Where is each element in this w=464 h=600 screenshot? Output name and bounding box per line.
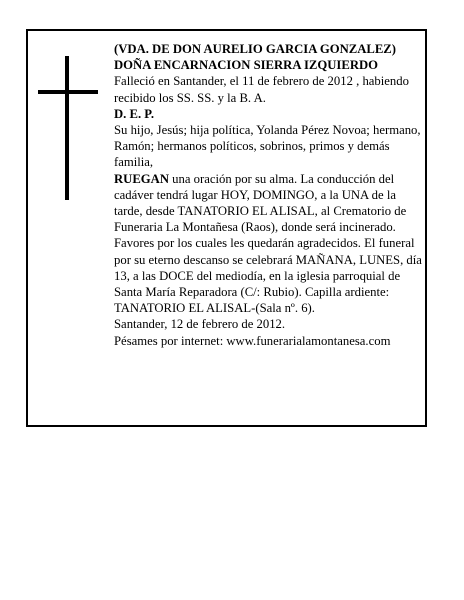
rip-line: D. E. P. — [114, 106, 155, 121]
cross-horizontal-bar — [38, 90, 98, 94]
cross-vertical-bar — [65, 56, 69, 200]
header-deceased-name: DOÑA ENCARNACION SIERRA IZQUIERDO — [114, 58, 379, 73]
cross-icon — [38, 56, 98, 200]
condolences-web-line: Pésames por internet: www.funerarialamontanesa.com — [114, 333, 391, 348]
date-line: Santander, 12 de febrero de 2012. — [114, 317, 286, 332]
ruegan-word: RUEGAN — [114, 171, 169, 186]
death-statement: Falleció en Santander, el 11 de febrero de 2012 , habiendo recibido los SS. SS. y la B. A. — [114, 74, 409, 105]
notice-text — [114, 41, 424, 349]
ruegan-text: una oración por su alma. La conducción del cadáver tendrá lugar HOY, DOMINGO, a la UNA de la tarde, desde TANATORIO EL ALISAL, al Crematorio de Funeraria La Montañesa (Raos), donde será incinerado. Favores por los cuales les quedarán agradecidos. El funeral por su eterno descanso se celebrará MAÑANA, LUNES, día 13, a las DOCE del mediodía, en la iglesia parroquial de Santa María Reparadora (C/: Rubio). Capilla ardiente: TANATORIO EL ALISAL-(Sala nº. 6). — [114, 171, 422, 316]
family-list: Su hijo, Jesús; hija política, Yolanda Pérez Novoa; hermano, Ramón; hermanos políticos, sobrinos, primos y demás familia, — [114, 123, 421, 170]
obituary-notice — [26, 29, 427, 427]
ruegan-paragraph — [114, 171, 424, 317]
header-widow-of: (VDA. DE DON AURELIO GARCIA GONZALEZ) — [114, 42, 396, 56]
